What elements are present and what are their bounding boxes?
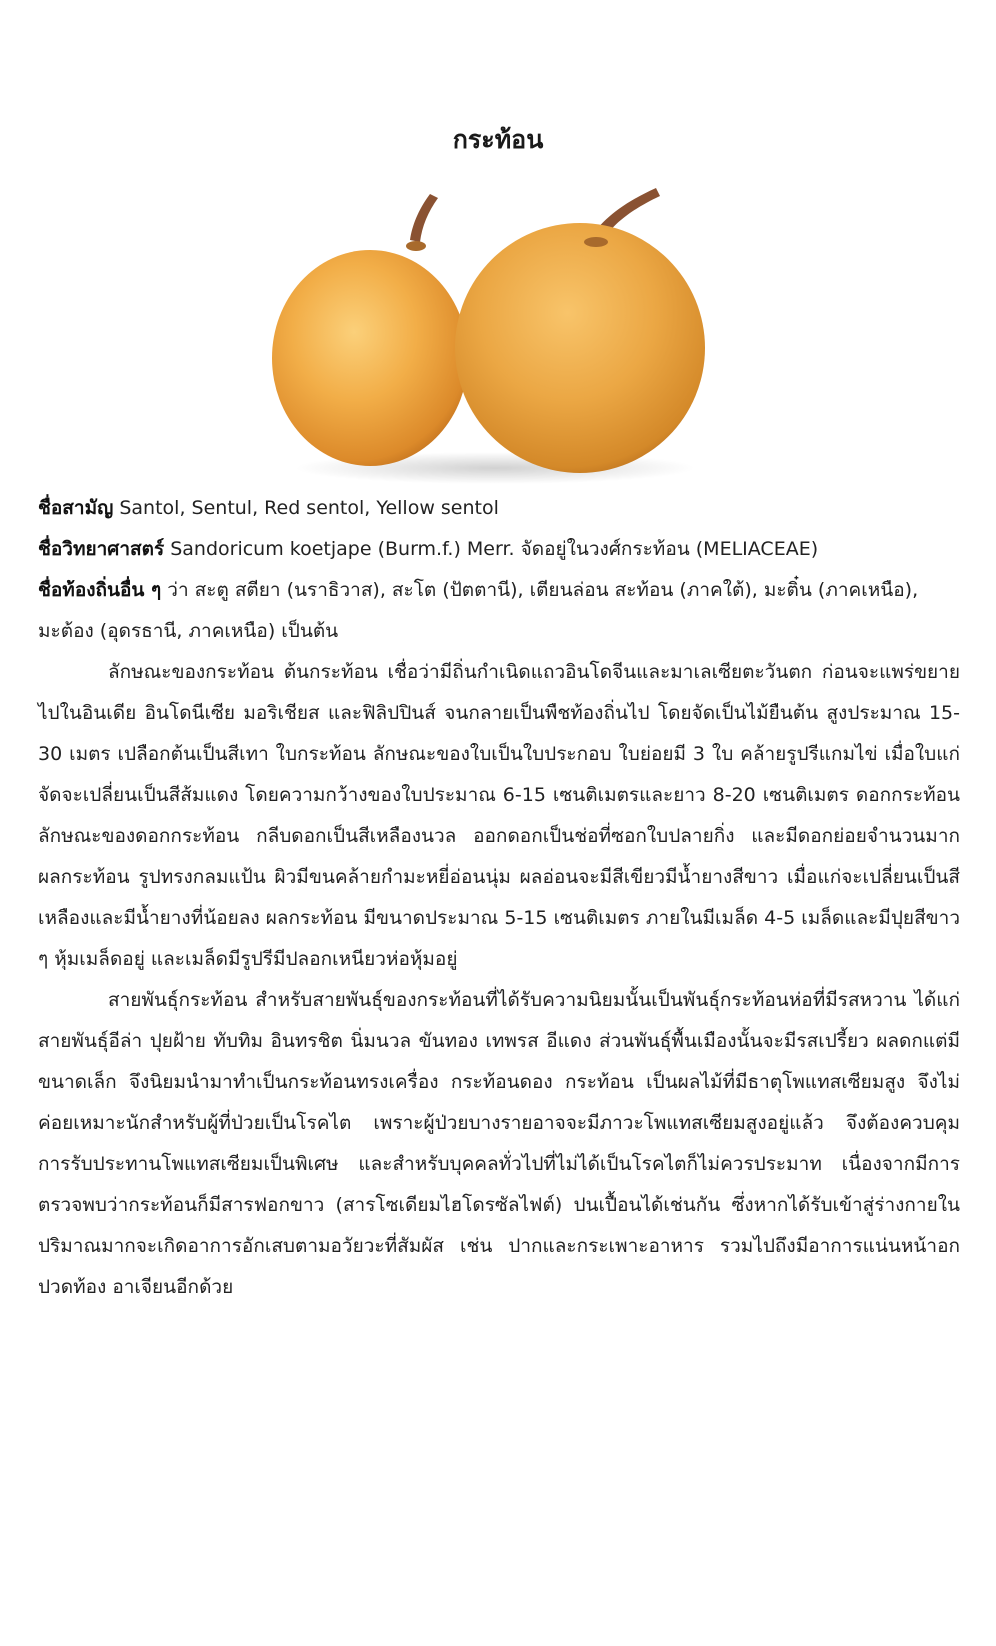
santol-fruit-photo	[270, 188, 720, 488]
scientific-name-line	[38, 529, 960, 570]
document-title: กระท้อน	[452, 125, 544, 154]
common-name-label: ชื่อสามัญ	[38, 497, 114, 519]
left-fruit	[272, 250, 468, 466]
common-name-line	[38, 488, 960, 529]
varieties-paragraph: สายพันธุ์กระท้อน สำหรับสายพันธุ์ของกระท้อนที่ได้รับความนิยมนั้นเป็นพันธุ์กระท้อนห่อที่มีรสหวาน ได้แก่ สายพันธุ์อีล่า ปุยฝ้าย ทับทิม อินทรชิต นิ่มนวล ขันทอง เทพรส อีแดง ส่วนพันธุ์พื้นเมืองนั้นจะมีรสเปรี้ยว ผลดกแต่มีขนาดเล็ก จึงนิยมนำมาทำเป็นกระท้อนทรงเครื่อง กระท้อนดอง กระท้อน เป็นผลไม้ที่มีธาตุโพแทสเซียมสูง จึงไม่ค่อยเหมาะนักสำหรับผู้ที่ป่วยเป็นโรคไต เพราะผู้ป่วยบางรายอาจจะมีภาวะโพแทสเซียมสูงอยู่แล้ว จึงต้องควบคุมการรับประทานโพแทสเซียมเป็นพิเศษ และสำหรับบุคคลทั่วไปที่ไม่ได้เป็นโรคไตก็ไม่ควรประมาท เนื่องจากมีการตรวจพบว่ากระท้อนก็มีสารฟอกขาว (สารโซเดียมไฮโดรซัลไฟต์) ปนเปื้อนได้เช่นกัน ซึ่งหากได้รับเข้าสู่ร่างกายในปริมาณมากจะเกิดอาการอักเสบตามอวัยวะที่สัมผัส เช่น ปากและกระเพาะอาหาร รวมไปถึงมีอาการแน่นหน้าอก ปวดท้อง อาเจียนอีกด้วย	[38, 989, 960, 1298]
local-names-label: ชื่อท้องถิ่นอื่น ๆ	[38, 579, 162, 601]
description-paragraph: ลักษณะของกระท้อน ต้นกระท้อน เชื่อว่ามีถิ่นกำเนิดแถวอินโดจีนและมาเลเซียตะวันตก ก่อนจะแพร่ขยายไปในอินเดีย อินโดนีเซีย มอริเชียส และฟิลิปปินส์ จนกลายเป็นพืชท้องถิ่นไป โดยจัดเป็นไม้ยืนต้น สูงประมาณ 15-30 เมตร เปลือกต้นเป็นสีเทา ใบกระท้อน ลักษณะของใบเป็นใบประกอบ ใบย่อยมี 3 ใบ คล้ายรูปรีแกมไข่ เมื่อใบแก่จัดจะเปลี่ยนเป็นสีส้มแดง โดยความกว้างของใบประมาณ 6-15 เซนติเมตรและยาว 8-20 เซนติเมตร ดอกกระท้อน ลักษณะของดอกกระท้อน กลีบดอกเป็นสีเหลืองนวล ออกดอกเป็นช่อที่ซอกใบปลายกิ่ง และมีดอกย่อยจำนวนมาก ผลกระท้อน รูปทรงกลมแป้น ผิวมีขนคล้ายกำมะหยี่อ่อนนุ่ม ผลอ่อนจะมีสีเขียวมีน้ำยางสีขาว เมื่อแก่จะเปลี่ยนเป็นสีเหลืองและมีน้ำยางที่น้อยลง ผลกระท้อน มีขนาดประมาณ 5-15 เซนติเมตร ภายในมีเมล็ด 4-5 เมล็ดและมีปุยสีขาว ๆ หุ้มเมล็ดอยู่ และเมล็ดมีรูปรีมีปลอกเหนียวห่อหุ้มอยู่	[38, 661, 960, 970]
right-fruit	[455, 223, 705, 473]
scientific-name-label: ชื่อวิทยาศาสตร์	[38, 538, 165, 560]
scientific-name-value: Sandoricum koetjape (Burm.f.) Merr. จัดอยู่ในวงศ์กระท้อน (MELIACEAE)	[170, 538, 819, 560]
local-names-value: ว่า สะตู สตียา (นราธิวาส), สะโต (ปัตตานี), เตียนล่อน สะท้อน (ภาคใต้), มะติ๋น (ภาคเหนือ), มะต้อง (อุดรธานี, ภาคเหนือ) เป็นต้น	[38, 579, 919, 642]
left-stem	[410, 194, 438, 242]
local-names-line	[38, 570, 960, 652]
common-name-value: Santol, Sentul, Red sentol, Yellow sentol	[119, 497, 499, 519]
article-body	[38, 488, 960, 1308]
